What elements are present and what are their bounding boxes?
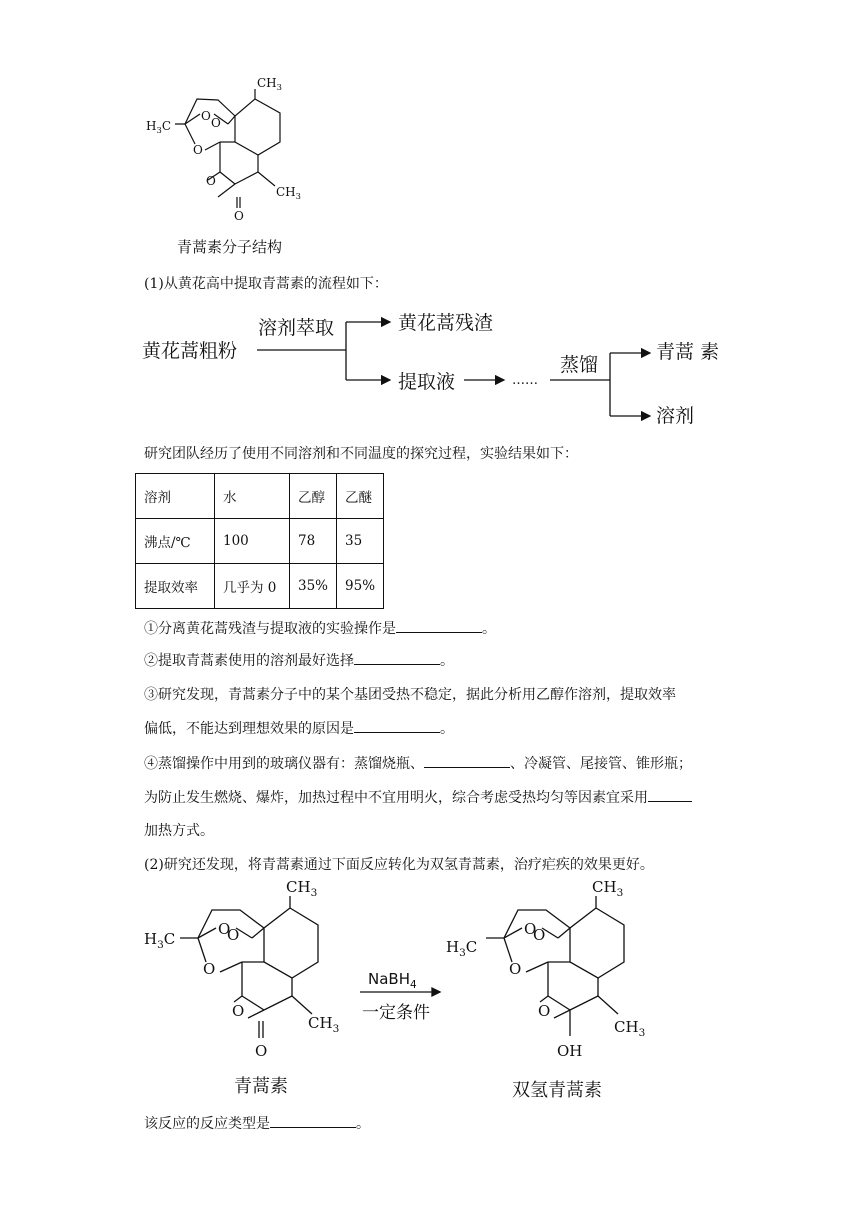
ring-o-label: O [206,174,216,188]
part2-question: 该反应的反应类型是 。 [144,1113,370,1134]
flow-residue: 黄花蒿残渣 [398,312,494,334]
left-o: O [227,926,240,944]
table-cell: 提取效率 [136,564,215,609]
right-o: O [538,1002,551,1020]
table-cell: 100 [215,519,290,564]
left-carbonyl-o: O [255,1042,268,1060]
reaction-scheme [140,878,740,1110]
answer-blank[interactable] [424,753,510,768]
answer-blank[interactable] [354,650,440,665]
question-3-line-1: ③研究发现，青蒿素分子中的某个基团受热不稳定，据此分析用乙醇作溶剂，提取效率 [144,687,676,703]
table-cell: 几乎为 0 [215,564,290,609]
table-row [136,564,384,609]
flow-dots: …… [512,373,538,388]
ch3-top-label: $CH_3$ [257,76,282,92]
right-o: O [533,926,546,944]
left-o: O [218,920,231,938]
artemisinin-structure-small [140,72,310,232]
carbonyl-o-label: O [234,209,244,223]
question-3-line-2: 偏低，不能达到理想效果的原因是 。 [144,718,454,739]
ring-o-label: O [211,116,221,130]
solvent-results-table [135,473,384,609]
right-ch3-top: $CH_3$ [592,878,624,899]
flow-solvent: 溶剂 [656,405,695,427]
flow-step-distill: 蒸馏 [560,354,599,376]
answer-blank[interactable] [396,618,482,633]
right-caption: 双氢青蒿素 [512,1080,602,1101]
reagent-label: NaBH$_4$ [368,970,417,991]
table-cell: 乙醇 [290,474,337,519]
table-cell: 35 [337,519,384,564]
question-4-line-2: 为防止发生燃烧、爆炸，加热过程中不宜用明火，综合考虑受热均匀等因素宜采用 [144,787,692,808]
question-2: ②提取青蒿素使用的溶剂最好选择 。 [144,650,454,671]
answer-blank[interactable] [270,1113,356,1128]
answer-blank[interactable] [354,718,440,733]
flow-start: 黄花蒿粗粉 [142,340,238,362]
left-h3c: $H_3C$ [144,930,176,951]
left-caption: 青蒿素 [234,1076,288,1097]
left-ch3-top: $CH_3$ [286,878,318,899]
table-cell: 沸点/℃ [136,519,215,564]
left-ch3-right: $CH_3$ [308,1014,340,1035]
structure-caption: 青蒿素分子结构 [177,238,283,256]
ring-o-label: O [201,109,211,123]
table-intro: 研究团队经历了使用不同溶剂和不同温度的探究过程，实验结果如下： [144,446,578,462]
left-o: O [232,1002,245,1020]
question-1: ①分离黄花蒿残渣与提取液的实验操作是 。 [144,618,496,639]
table-cell: 78 [290,519,337,564]
table-cell: 水 [215,474,290,519]
left-o: O [203,960,216,978]
condition-label: 一定条件 [362,1003,430,1023]
table-cell: 35% [290,564,337,609]
right-oh: OH [557,1042,583,1060]
part1-intro: (1)从黄花高中提取青蒿素的流程如下： [144,276,388,292]
table-row [136,474,384,519]
right-ch3-right: $CH_3$ [614,1018,646,1039]
question-4-line-1: ④蒸馏操作中用到的玻璃仪器有：蒸馏烧瓶、 、冷凝管、尾接管、锥形瓶； [144,753,692,774]
answer-blank[interactable] [648,787,692,802]
h3c-left-label: $H_3C$ [146,119,171,135]
right-h3c: $H_3C$ [446,938,478,959]
flow-artemisinin: 青蒿 素 [656,341,720,363]
right-o: O [509,960,522,978]
part2-intro: (2)研究还发现，将青蒿素通过下面反应转化为双氢青蒿素，治疗疟疾的效果更好。 [144,857,654,873]
right-o: O [524,920,537,938]
ch3-right-label: $CH_3$ [276,185,301,201]
table-cell: 乙醚 [337,474,384,519]
table-cell: 95% [337,564,384,609]
flow-extract: 提取液 [398,371,456,393]
extraction-flow-diagram [140,298,740,436]
flow-step-solvent-extraction: 溶剂萃取 [258,317,335,339]
table-cell: 溶剂 [136,474,215,519]
table-row [136,519,384,564]
ring-o-label: O [193,143,203,157]
question-4-line-3: 加热方式。 [144,823,214,839]
